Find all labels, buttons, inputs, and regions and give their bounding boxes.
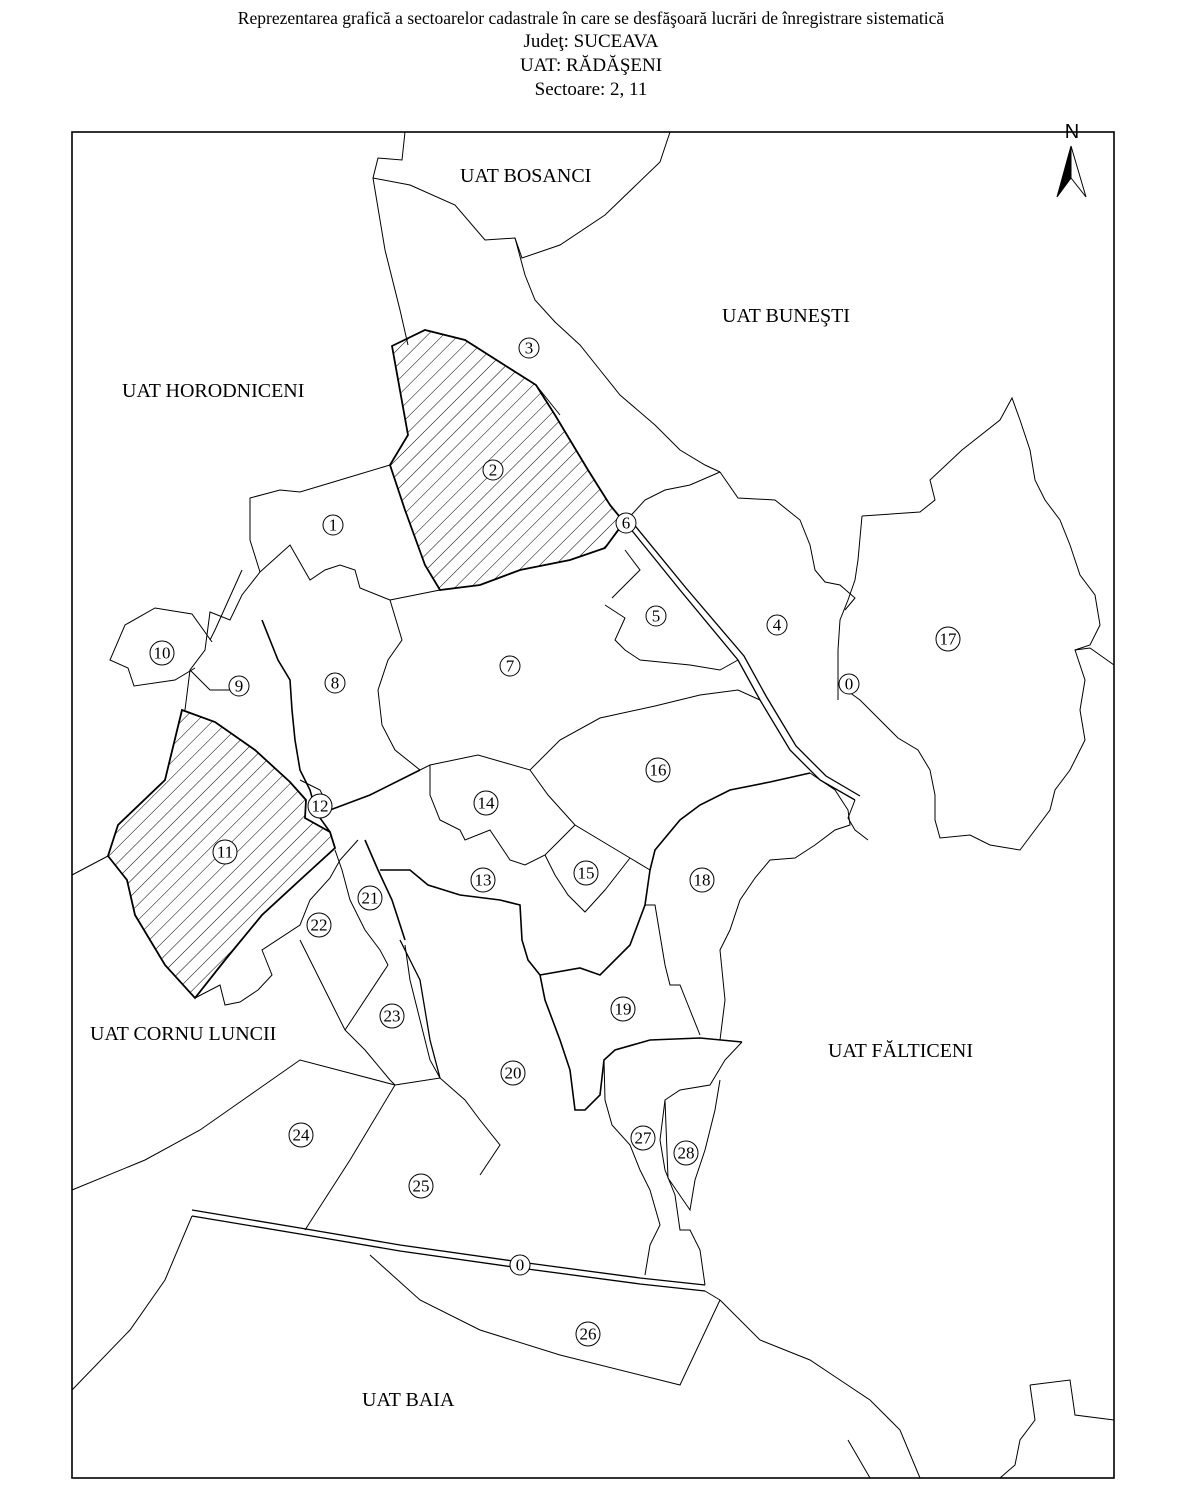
sector-marker-24[interactable] (289, 1123, 313, 1147)
sector-marker-28[interactable] (674, 1141, 698, 1165)
uat-baia-label: UAT BAIA (362, 1389, 455, 1411)
sector-marker-14[interactable] (474, 791, 498, 815)
sectors-label: Sectoare: 2, 11 (534, 79, 648, 100)
sector-number: 11 (216, 842, 234, 862)
sector-number: 0 (515, 1255, 525, 1275)
sector-number: 3 (524, 338, 534, 358)
sector-number: 1 (328, 515, 338, 535)
sector-marker-0-road-east[interactable] (839, 674, 859, 694)
sector-marker-9[interactable] (229, 676, 249, 696)
uat-horodniceni-label: UAT HORODNICENI (122, 380, 305, 402)
sector-number: 13 (474, 870, 492, 890)
county-label: Judeţ: SUCEAVA (523, 31, 659, 52)
sector-number: 21 (361, 888, 379, 908)
sector-marker-16[interactable] (646, 758, 670, 782)
sector-marker-7[interactable] (500, 656, 520, 676)
sector-marker-25[interactable] (409, 1174, 433, 1198)
sector-marker-11[interactable] (213, 840, 237, 864)
sector-number: 17 (939, 629, 957, 649)
sector-number: 27 (634, 1128, 652, 1148)
sector-number: 8 (330, 673, 340, 693)
uat-bunesti-label: UAT BUNEŞTI (722, 305, 850, 327)
sector-marker-15[interactable] (574, 861, 598, 885)
sector-marker-13[interactable] (471, 868, 495, 892)
sector-number: 25 (412, 1176, 430, 1196)
sector-marker-22[interactable] (307, 913, 331, 937)
sector-number: 15 (577, 863, 595, 883)
sector-number: 24 (292, 1125, 310, 1145)
sector-marker-17[interactable] (936, 627, 960, 651)
sector-marker-6[interactable] (616, 513, 636, 533)
sector-marker-12[interactable] (308, 794, 332, 818)
sector-number: 6 (621, 513, 631, 533)
uat-falticeni-label: UAT FĂLTICENI (828, 1040, 974, 1062)
sector-number: 16 (649, 760, 667, 780)
sector-marker-5[interactable] (646, 606, 666, 626)
uat-label: UAT: RĂDĂŞENI (519, 55, 663, 76)
uat-bosanci-label: UAT BOSANCI (460, 165, 592, 187)
sector-number: 0 (844, 674, 854, 694)
map-title: Reprezentarea grafică a sectoarelor cadastrale în care se desfăşoară lucrări de înregistrare sistematică (237, 8, 945, 28)
sector-number: 14 (477, 793, 495, 813)
north-letter: N (1064, 121, 1080, 143)
sector-marker-27[interactable] (631, 1126, 655, 1150)
sector-number: 18 (693, 870, 711, 890)
sector-marker-18[interactable] (690, 868, 714, 892)
sector-marker-0-road-south[interactable] (510, 1255, 530, 1275)
sector-marker-20[interactable] (501, 1061, 525, 1085)
sector-number: 26 (579, 1324, 597, 1344)
sector-marker-26[interactable] (576, 1322, 600, 1346)
sector-number: 22 (310, 915, 328, 935)
sector-number: 2 (488, 460, 498, 480)
sector-marker-19[interactable] (611, 997, 635, 1021)
sector-marker-3[interactable] (519, 338, 539, 358)
sector-marker-1[interactable] (323, 515, 343, 535)
sector-number: 20 (504, 1063, 522, 1083)
sector-marker-21[interactable] (358, 886, 382, 910)
sector-number: 28 (677, 1143, 695, 1163)
sector-marker-2[interactable] (483, 460, 503, 480)
sector-number: 19 (614, 999, 632, 1019)
uat-cornu-luncii-label: UAT CORNU LUNCII (90, 1023, 277, 1045)
sector-2-area[interactable] (390, 330, 624, 590)
sector-marker-4[interactable] (767, 615, 787, 635)
sector-number: 9 (234, 676, 244, 696)
sector-marker-8[interactable] (325, 673, 345, 693)
sector-marker-23[interactable] (380, 1004, 404, 1028)
sector-number: 7 (505, 656, 515, 676)
sector-marker-10[interactable] (150, 641, 174, 665)
sector-number: 4 (772, 615, 782, 635)
sector-number: 10 (153, 643, 171, 663)
sector-number: 12 (311, 796, 329, 816)
sector-number: 5 (651, 606, 661, 626)
sector-number: 23 (383, 1006, 401, 1026)
